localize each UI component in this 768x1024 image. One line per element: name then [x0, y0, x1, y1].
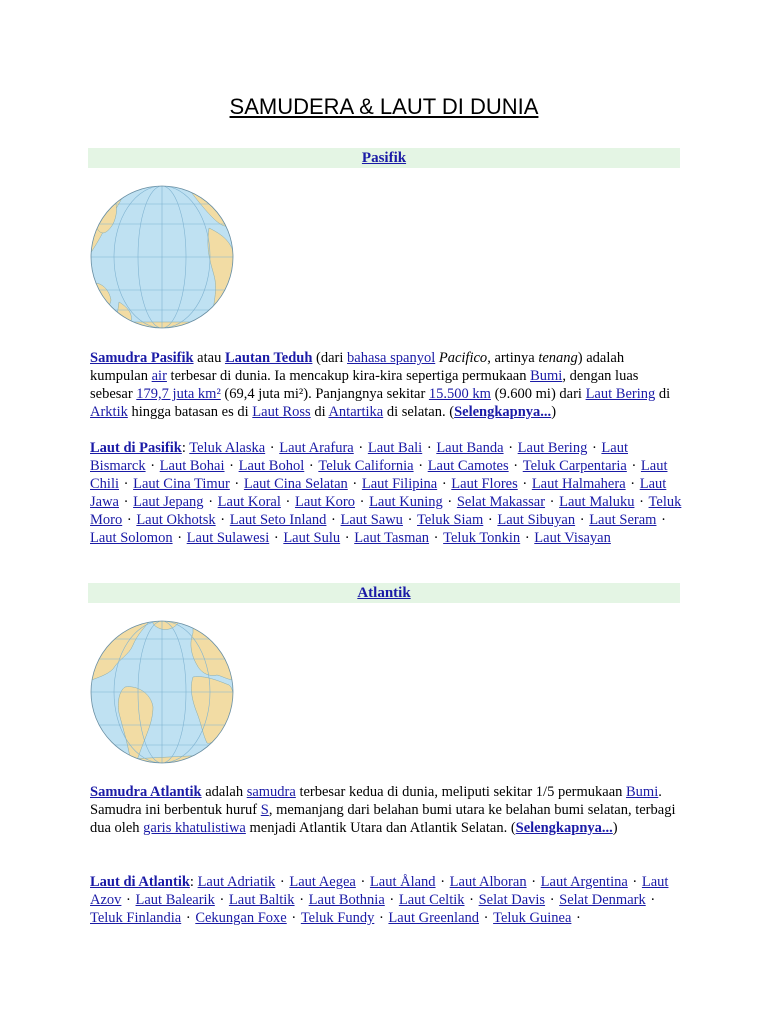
list-separator: ·	[480, 910, 493, 926]
pacific-intro-link[interactable]: Antartika	[328, 404, 384, 420]
sea-link[interactable]: Laut Bohol	[238, 458, 305, 474]
sea-link[interactable]: Laut Baltik	[228, 892, 295, 908]
list-separator: ·	[588, 440, 601, 456]
atlantic-heading-link[interactable]: Atlantik	[357, 585, 411, 601]
sea-link[interactable]: Laut Visayan	[534, 530, 611, 546]
list-separator: ·	[327, 512, 340, 528]
sea-link[interactable]: Laut Bali	[367, 440, 423, 456]
list-separator: ·	[225, 458, 238, 474]
atlantic-intro	[90, 783, 682, 837]
list-separator: ·	[230, 476, 243, 492]
sea-link[interactable]: Laut Sulu	[283, 530, 341, 546]
list-separator: ·	[305, 458, 318, 474]
list-separator: ·	[173, 530, 186, 546]
sea-link[interactable]: Cekungan Foxe	[195, 910, 287, 926]
sea-link[interactable]: Laut Arafura	[279, 440, 354, 456]
sea-link[interactable]: Teluk Moro	[90, 494, 682, 528]
pacific-seas-label-link[interactable]: Laut di Pasifik	[90, 440, 182, 456]
sea-link[interactable]: Laut Flores	[451, 476, 518, 492]
sea-link[interactable]: Teluk Alaska	[189, 440, 266, 456]
section-heading-atlantic	[88, 583, 680, 603]
list-separator: ·	[546, 892, 559, 908]
pacific-intro-link[interactable]: 15.500 km	[428, 386, 491, 402]
sea-link[interactable]: Laut Chili	[90, 458, 668, 492]
pacific-intro-link[interactable]: Laut Ross	[252, 404, 311, 420]
atlantic-intro-link[interactable]: samudra	[246, 784, 296, 800]
pacific-intro-text: (69,4 juta mi²). Panjangnya sekitar	[220, 386, 429, 402]
list-separator: ·	[270, 530, 283, 546]
list-separator: ·	[657, 512, 666, 528]
pacific-intro-link[interactable]: 179,7 juta km²	[136, 386, 221, 402]
atlantic-intro-text: , memanjang dari belahan bumi utara ke belahan bumi selatan, terbagi dua oleh	[90, 802, 676, 836]
section-heading-pacific	[88, 148, 680, 168]
list-separator: ·	[626, 476, 639, 492]
list-separator: ·	[355, 494, 369, 510]
pacific-intro-link[interactable]: Samudra Pasifik	[90, 350, 194, 366]
sea-link[interactable]: Selat Davis	[478, 892, 546, 908]
pacific-intro-text: ) adalah kumpulan	[90, 350, 625, 384]
sea-link[interactable]: Teluk Fundy	[300, 910, 375, 926]
list-separator: ·	[509, 458, 522, 474]
sea-link[interactable]: Laut Adriatik	[197, 874, 276, 890]
atlantic-intro-text: . Samudra ini berbentuk huruf	[90, 784, 662, 818]
sea-link[interactable]: Selat Makassar	[456, 494, 546, 510]
sea-link[interactable]: Laut Sibuyan	[497, 512, 576, 528]
list-separator: ·	[122, 892, 135, 908]
sea-link[interactable]: Laut Camotes	[427, 458, 509, 474]
list-separator: ·	[375, 910, 388, 926]
sea-link[interactable]: Laut Jawa	[90, 476, 667, 510]
pacific-intro-text: atau	[193, 350, 225, 366]
list-separator: ·	[287, 910, 300, 926]
list-separator: ·	[521, 530, 534, 546]
pacific-globe-map	[89, 184, 235, 330]
pacific-intro-text: di selatan. (	[383, 404, 455, 420]
atlantic-intro-link[interactable]: Bumi	[626, 784, 659, 800]
sea-link[interactable]: Laut Solomon	[90, 530, 173, 546]
list-separator: ·	[423, 440, 436, 456]
page-title: SAMUDERA & LAUT DI DUNIA	[229, 94, 539, 119]
atlantic-intro-link[interactable]: garis khatulistiwa	[143, 820, 246, 836]
list-separator: ·	[266, 440, 279, 456]
list-separator: ·	[120, 476, 133, 492]
sea-link[interactable]: Laut Bering	[517, 440, 588, 456]
atlantic-intro-link[interactable]: Selengkapnya...	[515, 820, 613, 836]
atlantic-intro-text: )	[612, 820, 618, 836]
list-separator: ·	[385, 892, 398, 908]
list-separator: ·	[414, 458, 427, 474]
pacific-intro-text: Pacifico	[438, 350, 488, 366]
list-separator: ·	[348, 476, 361, 492]
list-separator: ·	[295, 892, 308, 908]
list-separator: ·	[572, 910, 581, 926]
list-separator: ·	[356, 874, 369, 890]
list-separator: ·	[123, 512, 136, 528]
pacific-intro-text: (dari	[312, 350, 348, 366]
sea-link[interactable]: Laut Koral	[217, 494, 281, 510]
pacific-intro-text: , dengan luas sebesar	[90, 368, 639, 402]
pacific-intro-link[interactable]: Bumi	[530, 368, 563, 384]
sea-link[interactable]: Laut Maluku	[559, 494, 635, 510]
list-separator: ·	[276, 874, 289, 890]
sea-link[interactable]: Laut Koro	[294, 494, 355, 510]
atlantic-intro-text: adalah	[201, 784, 247, 800]
pacific-intro-link[interactable]: bahasa spanyol	[347, 350, 436, 366]
pacific-heading-link[interactable]: Pasifik	[361, 150, 407, 166]
sea-link[interactable]: Laut Filipina	[361, 476, 438, 492]
sea-link[interactable]: Teluk Finlandia	[90, 910, 182, 926]
sea-link[interactable]: Laut Bothnia	[308, 892, 385, 908]
list-separator: ·	[628, 874, 641, 890]
sea-link[interactable]: Teluk California	[318, 458, 414, 474]
list-separator: ·	[216, 512, 229, 528]
sea-link[interactable]: Selat Denmark	[559, 892, 646, 908]
pacific-intro-link[interactable]: Selengkapnya...	[454, 404, 552, 420]
pacific-intro-link[interactable]: Laut Bering	[585, 386, 656, 402]
list-separator: ·	[341, 530, 354, 546]
list-separator: ·	[403, 512, 417, 528]
atlantic-intro-text: terbesar kedua di dunia, meliputi sekitar 1/5 permukaan	[295, 784, 627, 800]
list-separator: ·	[436, 874, 449, 890]
sea-link[interactable]: Laut Greenland	[388, 910, 480, 926]
pacific-intro-text: tenang	[538, 350, 578, 366]
sea-link[interactable]: Teluk Tonkin	[443, 530, 521, 546]
sea-link[interactable]: Laut Azov	[90, 874, 669, 908]
sea-link[interactable]: Laut Argentina	[540, 874, 628, 890]
list-separator: ·	[576, 512, 589, 528]
sea-link[interactable]: Laut Okhotsk	[136, 512, 216, 528]
atlantic-globe-map	[89, 619, 235, 765]
list-separator: ·	[438, 476, 451, 492]
sea-link[interactable]: Laut Åland	[369, 874, 436, 890]
list-separator: ·	[484, 512, 497, 528]
list-separator: ·	[120, 494, 133, 510]
atlantic-seas-label-link[interactable]: Laut di Atlantik	[90, 874, 190, 890]
list-separator: ·	[465, 892, 478, 908]
pacific-intro-text: )	[551, 404, 557, 420]
sea-link[interactable]: Laut Bismarck	[90, 440, 628, 474]
list-separator: ·	[204, 494, 217, 510]
sea-link[interactable]: Laut Tasman	[354, 530, 430, 546]
sea-link[interactable]: Laut Cina Selatan	[243, 476, 348, 492]
sea-link[interactable]: Laut Halmahera	[531, 476, 626, 492]
list-separator: ·	[146, 458, 159, 474]
sea-link[interactable]: Laut Sulawesi	[186, 530, 270, 546]
pacific-intro-text: di	[655, 386, 671, 402]
list-separator: ·	[627, 458, 640, 474]
atlantic-intro-text: menjadi Atlantik Utara dan Atlantik Selatan. (	[245, 820, 516, 836]
sea-link[interactable]: Laut Jepang	[133, 494, 204, 510]
pacific-seas-list: Laut di Pasifik: Teluk Alaska · Laut Arafura · Laut Bali · Laut Banda · Laut Bering · Laut Bismarck · Laut Bohai · Laut Bohol · Teluk California · Laut Camotes · Teluk Carpentaria · Laut Chili · Laut Cina Timur · Laut Cina Selatan · Laut Filipina · Laut Flores · Laut Halmahera · Laut Jawa · Laut Jepang · Laut Koral · Laut Koro · Laut Kuning · Selat Makassar · Laut Maluku · Teluk Moro · Laut Okhotsk · Laut Seto Inland · Laut Sawu · Teluk Siam · Laut Sibuyan · Laut Seram · Laut Solomon · Laut Sulawesi · Laut Sulu · Laut Tasman · Teluk Tonkin · Laut Visayan	[90, 440, 682, 546]
list-separator: ·	[443, 494, 456, 510]
pacific-intro-link[interactable]: Lautan Teduh	[224, 350, 313, 366]
sea-link[interactable]: Laut Balearik	[135, 892, 215, 908]
sea-link[interactable]: Teluk Carpentaria	[522, 458, 627, 474]
pacific-intro-text: di	[310, 404, 329, 420]
list-separator: ·	[527, 874, 540, 890]
pacific-intro-text: terbesar di dunia. Ia mencakup kira-kira sepertiga permukaan	[166, 368, 531, 384]
list-separator: ·	[215, 892, 228, 908]
sea-link[interactable]: Laut Sawu	[340, 512, 403, 528]
pacific-intro-text: (9.600 mi) dari	[490, 386, 586, 402]
sea-link[interactable]: Laut Banda	[436, 440, 504, 456]
list-separator: ·	[354, 440, 367, 456]
sea-link[interactable]: Laut Bohai	[159, 458, 225, 474]
list-separator: ·	[518, 476, 531, 492]
pacific-intro-text: hingga batasan es di	[127, 404, 253, 420]
pacific-intro-text: , artinya	[487, 350, 539, 366]
list-separator: ·	[430, 530, 443, 546]
sea-link[interactable]: Laut Aegea	[289, 874, 356, 890]
sea-link[interactable]: Teluk Guinea	[493, 910, 572, 926]
atlantic-seas-list: Laut di Atlantik: Laut Adriatik · Laut Aegea · Laut Åland · Laut Alboran · Laut Argentina · Laut Azov · Laut Balearik · Laut Baltik · Laut Bothnia · Laut Celtik · Selat Davis · Selat Denmark · Teluk Finlandia · Cekungan Foxe · Teluk Fundy · Laut Greenland · Teluk Guinea ·	[90, 874, 669, 926]
pacific-intro-link[interactable]: Arktik	[90, 404, 128, 420]
pacific-intro	[90, 349, 682, 421]
atlantic-intro-link[interactable]: Samudra Atlantik	[90, 784, 202, 800]
pacific-intro-link[interactable]: air	[151, 368, 167, 384]
list-separator: ·	[182, 910, 195, 926]
list-separator: ·	[281, 494, 294, 510]
sea-link[interactable]: Laut Kuning	[369, 494, 443, 510]
sea-link[interactable]: Laut Seram	[589, 512, 657, 528]
sea-link[interactable]: Laut Seto Inland	[229, 512, 327, 528]
list-separator: ·	[504, 440, 517, 456]
sea-link[interactable]: Teluk Siam	[417, 512, 484, 528]
atlantic-intro-link[interactable]: S	[260, 802, 269, 818]
sea-link[interactable]: Laut Cina Timur	[133, 476, 230, 492]
list-separator: ·	[635, 494, 648, 510]
list-separator: ·	[646, 892, 656, 908]
list-separator: ·	[546, 494, 559, 510]
sea-link[interactable]: Laut Alboran	[449, 874, 527, 890]
sea-link[interactable]: Laut Celtik	[398, 892, 465, 908]
